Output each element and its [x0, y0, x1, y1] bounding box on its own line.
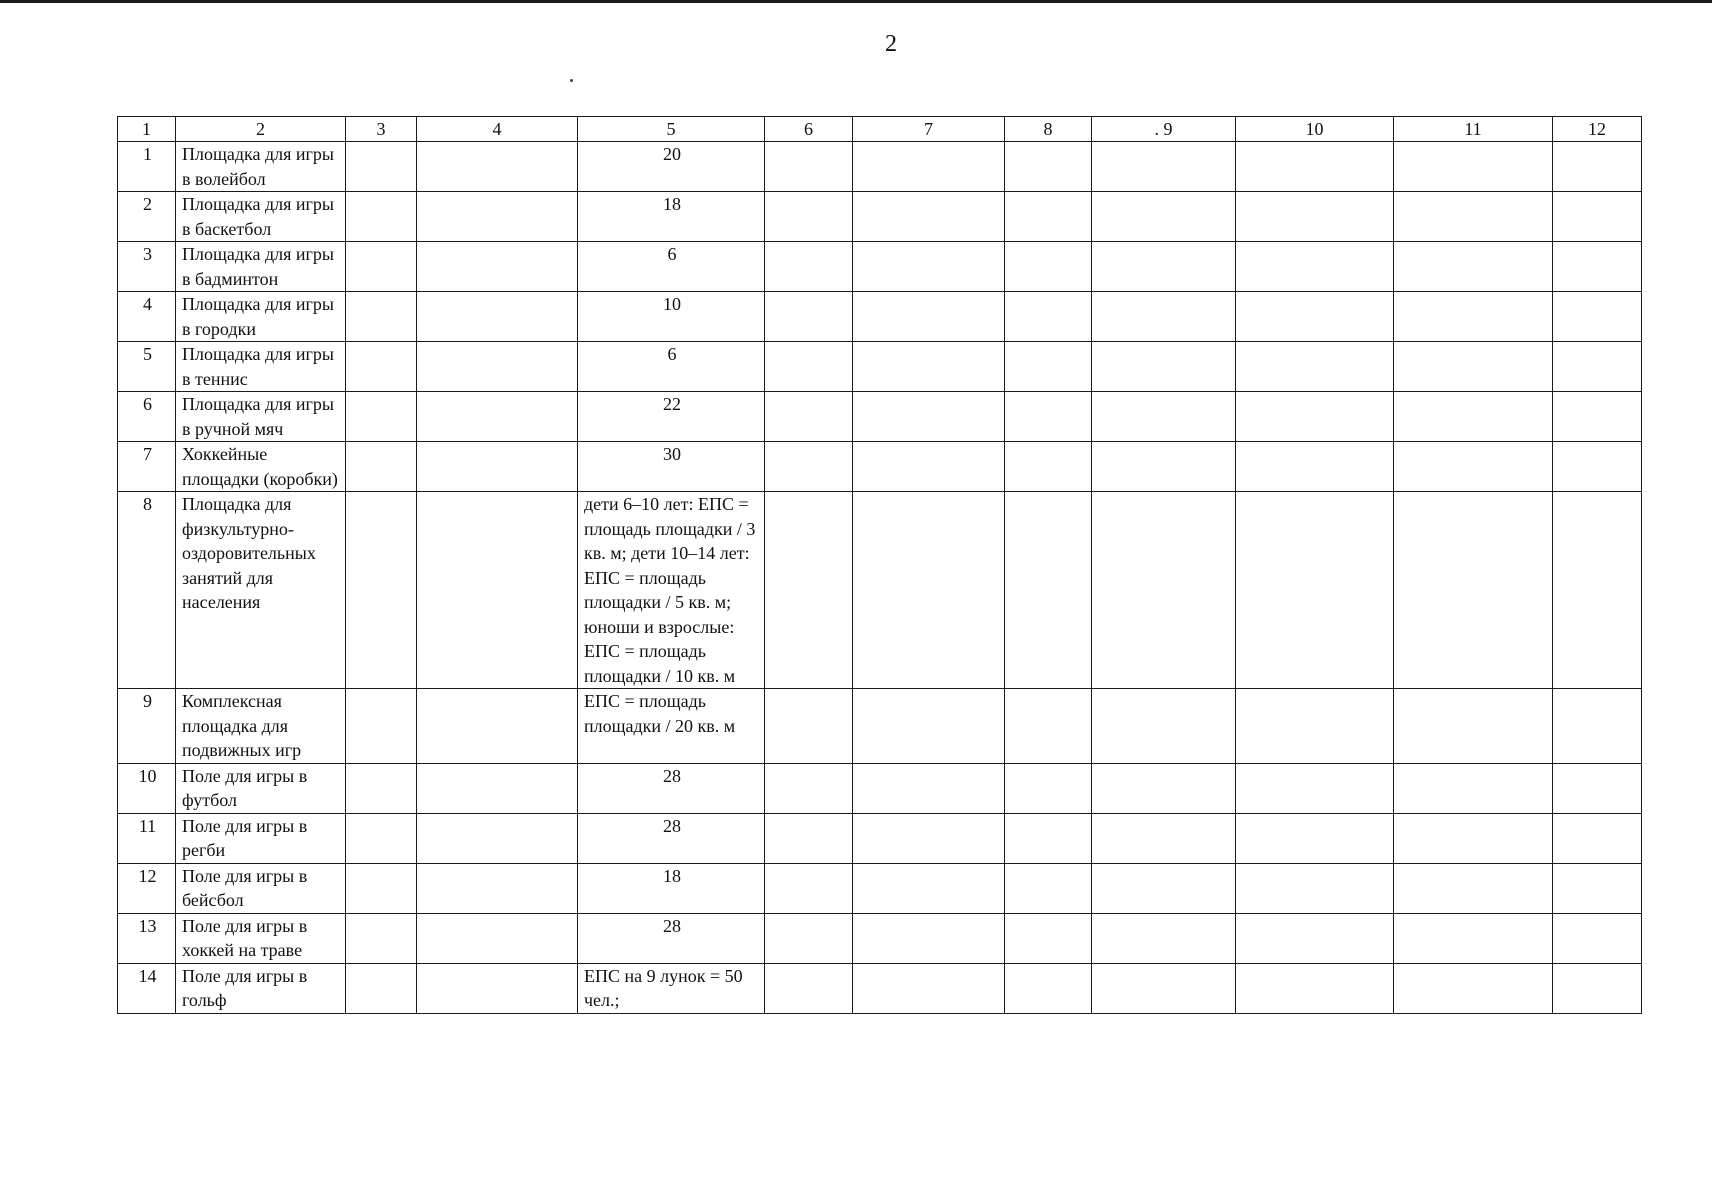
empty-cell-col-9 [1092, 242, 1236, 292]
empty-cell-col-12 [1553, 689, 1642, 764]
empty-cell-col-8 [1005, 913, 1092, 963]
empty-cell-col-11 [1394, 492, 1553, 689]
empty-cell-col-4 [417, 142, 578, 192]
facility-name: Площадка для физкультурно-оздоровительных занятий для населения [176, 492, 346, 689]
empty-cell-col-12 [1553, 863, 1642, 913]
empty-cell-col-8 [1005, 689, 1092, 764]
empty-cell-col-4 [417, 689, 578, 764]
empty-cell-col-9 [1092, 863, 1236, 913]
scan-speck [570, 79, 573, 82]
row-number: 2 [118, 192, 176, 242]
empty-cell-col-6 [765, 763, 853, 813]
empty-cell-col-10 [1236, 192, 1394, 242]
table-row [118, 142, 1642, 192]
capacity-value: 10 [578, 292, 765, 342]
empty-cell-col-12 [1553, 492, 1642, 689]
facility-name: Площадка для игры в городки [176, 292, 346, 342]
facility-name: Поле для игры в футбол [176, 763, 346, 813]
empty-cell-col-4 [417, 813, 578, 863]
empty-cell-col-3 [346, 192, 417, 242]
empty-cell-col-9 [1092, 492, 1236, 689]
scan-top-edge [0, 0, 1712, 3]
facility-name: Поле для игры в регби [176, 813, 346, 863]
empty-cell-col-9 [1092, 913, 1236, 963]
row-number: 6 [118, 392, 176, 442]
empty-cell-col-6 [765, 442, 853, 492]
empty-cell-col-8 [1005, 763, 1092, 813]
empty-cell-col-11 [1394, 689, 1553, 764]
empty-cell-col-4 [417, 963, 578, 1013]
empty-cell-col-7 [853, 392, 1005, 442]
empty-cell-col-6 [765, 813, 853, 863]
page-number: 2 [885, 31, 897, 57]
empty-cell-col-12 [1553, 913, 1642, 963]
empty-cell-col-11 [1394, 813, 1553, 863]
empty-cell-col-11 [1394, 963, 1553, 1013]
facility-name: Хоккейные площадки (коробки) [176, 442, 346, 492]
empty-cell-col-9 [1092, 142, 1236, 192]
empty-cell-col-3 [346, 813, 417, 863]
row-number: 5 [118, 342, 176, 392]
empty-cell-col-6 [765, 192, 853, 242]
empty-cell-col-10 [1236, 913, 1394, 963]
empty-cell-col-7 [853, 689, 1005, 764]
empty-cell-col-6 [765, 863, 853, 913]
facility-name: Поле для игры в хоккей на траве [176, 913, 346, 963]
empty-cell-col-8 [1005, 863, 1092, 913]
empty-cell-col-3 [346, 492, 417, 689]
capacity-value: 28 [578, 763, 765, 813]
table-row [118, 342, 1642, 392]
empty-cell-col-9 [1092, 192, 1236, 242]
table-row [118, 863, 1642, 913]
capacity-value: ЕПС = площадь площадки / 20 кв. м [578, 689, 765, 764]
row-number: 4 [118, 292, 176, 342]
empty-cell-col-7 [853, 242, 1005, 292]
empty-cell-col-6 [765, 292, 853, 342]
table-body [118, 142, 1642, 1014]
empty-cell-col-10 [1236, 442, 1394, 492]
column-header-9: . 9 [1092, 117, 1236, 142]
empty-cell-col-6 [765, 689, 853, 764]
table-row [118, 242, 1642, 292]
empty-cell-col-11 [1394, 763, 1553, 813]
empty-cell-col-8 [1005, 442, 1092, 492]
table-row [118, 442, 1642, 492]
table-row [118, 392, 1642, 442]
empty-cell-col-11 [1394, 442, 1553, 492]
empty-cell-col-10 [1236, 963, 1394, 1013]
capacity-value: 6 [578, 342, 765, 392]
empty-cell-col-11 [1394, 863, 1553, 913]
empty-cell-col-3 [346, 963, 417, 1013]
empty-cell-col-8 [1005, 242, 1092, 292]
empty-cell-col-3 [346, 689, 417, 764]
empty-cell-col-9 [1092, 392, 1236, 442]
empty-cell-col-10 [1236, 392, 1394, 442]
empty-cell-col-3 [346, 392, 417, 442]
empty-cell-col-8 [1005, 342, 1092, 392]
table-row [118, 492, 1642, 689]
column-header-11: 11 [1394, 117, 1553, 142]
empty-cell-col-3 [346, 863, 417, 913]
table-row [118, 192, 1642, 242]
empty-cell-col-8 [1005, 142, 1092, 192]
column-header-5: 5 [578, 117, 765, 142]
capacity-value: 28 [578, 813, 765, 863]
empty-cell-col-10 [1236, 292, 1394, 342]
empty-cell-col-12 [1553, 763, 1642, 813]
empty-cell-col-9 [1092, 689, 1236, 764]
empty-cell-col-11 [1394, 913, 1553, 963]
empty-cell-col-12 [1553, 963, 1642, 1013]
capacity-value: 28 [578, 913, 765, 963]
empty-cell-col-8 [1005, 813, 1092, 863]
row-number: 9 [118, 689, 176, 764]
column-header-4: 4 [417, 117, 578, 142]
empty-cell-col-7 [853, 863, 1005, 913]
empty-cell-col-3 [346, 342, 417, 392]
empty-cell-col-4 [417, 442, 578, 492]
column-header-7: 7 [853, 117, 1005, 142]
facility-name: Поле для игры в бейсбол [176, 863, 346, 913]
facility-name: Комплексная площадка для подвижных игр [176, 689, 346, 764]
empty-cell-col-12 [1553, 442, 1642, 492]
capacity-value: 6 [578, 242, 765, 292]
empty-cell-col-9 [1092, 963, 1236, 1013]
empty-cell-col-9 [1092, 342, 1236, 392]
capacity-value: 22 [578, 392, 765, 442]
empty-cell-col-6 [765, 142, 853, 192]
facility-name: Площадка для игры в бадминтон [176, 242, 346, 292]
row-number: 10 [118, 763, 176, 813]
table-row [118, 963, 1642, 1013]
capacity-value: ЕПС на 9 лунок = 50 чел.; [578, 963, 765, 1013]
empty-cell-col-3 [346, 292, 417, 342]
empty-cell-col-8 [1005, 492, 1092, 689]
empty-cell-col-8 [1005, 292, 1092, 342]
column-header-3: 3 [346, 117, 417, 142]
row-number: 13 [118, 913, 176, 963]
empty-cell-col-6 [765, 913, 853, 963]
empty-cell-col-7 [853, 142, 1005, 192]
facility-name: Площадка для игры в теннис [176, 342, 346, 392]
row-number: 3 [118, 242, 176, 292]
row-number: 8 [118, 492, 176, 689]
row-number: 14 [118, 963, 176, 1013]
empty-cell-col-3 [346, 242, 417, 292]
document-table [117, 116, 1642, 1014]
empty-cell-col-3 [346, 763, 417, 813]
empty-cell-col-12 [1553, 142, 1642, 192]
table-row [118, 689, 1642, 764]
empty-cell-col-6 [765, 342, 853, 392]
facility-name: Площадка для игры в баскетбол [176, 192, 346, 242]
table-row [118, 292, 1642, 342]
empty-cell-col-4 [417, 292, 578, 342]
empty-cell-col-7 [853, 492, 1005, 689]
row-number: 11 [118, 813, 176, 863]
empty-cell-col-4 [417, 492, 578, 689]
column-header-2: 2 [176, 117, 346, 142]
column-header-8: 8 [1005, 117, 1092, 142]
empty-cell-col-11 [1394, 292, 1553, 342]
empty-cell-col-8 [1005, 392, 1092, 442]
empty-cell-col-10 [1236, 492, 1394, 689]
empty-cell-col-11 [1394, 342, 1553, 392]
empty-cell-col-11 [1394, 192, 1553, 242]
empty-cell-col-11 [1394, 392, 1553, 442]
column-header-1: 1 [118, 117, 176, 142]
capacity-value: дети 6–10 лет: ЕПС = площадь площадки / 3 кв. м; дети 10–14 лет: ЕПС = площадь площадки / 5 кв. м; юноши и взрослые: ЕПС = площадь площадки / 10 кв. м [578, 492, 765, 689]
capacity-value: 18 [578, 863, 765, 913]
empty-cell-col-12 [1553, 342, 1642, 392]
facility-name: Поле для игры в гольф [176, 963, 346, 1013]
column-header-12: 12 [1553, 117, 1642, 142]
empty-cell-col-11 [1394, 142, 1553, 192]
empty-cell-col-7 [853, 292, 1005, 342]
empty-cell-col-12 [1553, 192, 1642, 242]
row-number: 1 [118, 142, 176, 192]
empty-cell-col-7 [853, 442, 1005, 492]
empty-cell-col-12 [1553, 292, 1642, 342]
empty-cell-col-9 [1092, 442, 1236, 492]
empty-cell-col-10 [1236, 763, 1394, 813]
column-header-10: 10 [1236, 117, 1394, 142]
empty-cell-col-7 [853, 763, 1005, 813]
empty-cell-col-7 [853, 813, 1005, 863]
empty-cell-col-6 [765, 492, 853, 689]
empty-cell-col-6 [765, 392, 853, 442]
empty-cell-col-10 [1236, 689, 1394, 764]
empty-cell-col-4 [417, 192, 578, 242]
empty-cell-col-7 [853, 342, 1005, 392]
empty-cell-col-9 [1092, 813, 1236, 863]
empty-cell-col-7 [853, 963, 1005, 1013]
empty-cell-col-8 [1005, 963, 1092, 1013]
table-row [118, 813, 1642, 863]
empty-cell-col-12 [1553, 242, 1642, 292]
empty-cell-col-12 [1553, 813, 1642, 863]
empty-cell-col-4 [417, 763, 578, 813]
row-number: 7 [118, 442, 176, 492]
capacity-value: 20 [578, 142, 765, 192]
empty-cell-col-7 [853, 192, 1005, 242]
empty-cell-col-9 [1092, 292, 1236, 342]
empty-cell-col-3 [346, 142, 417, 192]
empty-cell-col-10 [1236, 813, 1394, 863]
column-header-6: 6 [765, 117, 853, 142]
capacity-value: 18 [578, 192, 765, 242]
empty-cell-col-10 [1236, 342, 1394, 392]
row-number: 12 [118, 863, 176, 913]
empty-cell-col-10 [1236, 142, 1394, 192]
capacity-value: 30 [578, 442, 765, 492]
empty-cell-col-9 [1092, 763, 1236, 813]
table-row [118, 763, 1642, 813]
facility-name: Площадка для игры в волейбол [176, 142, 346, 192]
empty-cell-col-7 [853, 913, 1005, 963]
empty-cell-col-4 [417, 342, 578, 392]
empty-cell-col-12 [1553, 392, 1642, 442]
empty-cell-col-6 [765, 242, 853, 292]
empty-cell-col-4 [417, 242, 578, 292]
table-header-row [118, 117, 1642, 142]
empty-cell-col-10 [1236, 242, 1394, 292]
table-row [118, 913, 1642, 963]
empty-cell-col-4 [417, 392, 578, 442]
empty-cell-col-10 [1236, 863, 1394, 913]
empty-cell-col-11 [1394, 242, 1553, 292]
empty-cell-col-8 [1005, 192, 1092, 242]
facility-name: Площадка для игры в ручной мяч [176, 392, 346, 442]
empty-cell-col-4 [417, 913, 578, 963]
empty-cell-col-3 [346, 442, 417, 492]
empty-cell-col-3 [346, 913, 417, 963]
empty-cell-col-6 [765, 963, 853, 1013]
empty-cell-col-4 [417, 863, 578, 913]
